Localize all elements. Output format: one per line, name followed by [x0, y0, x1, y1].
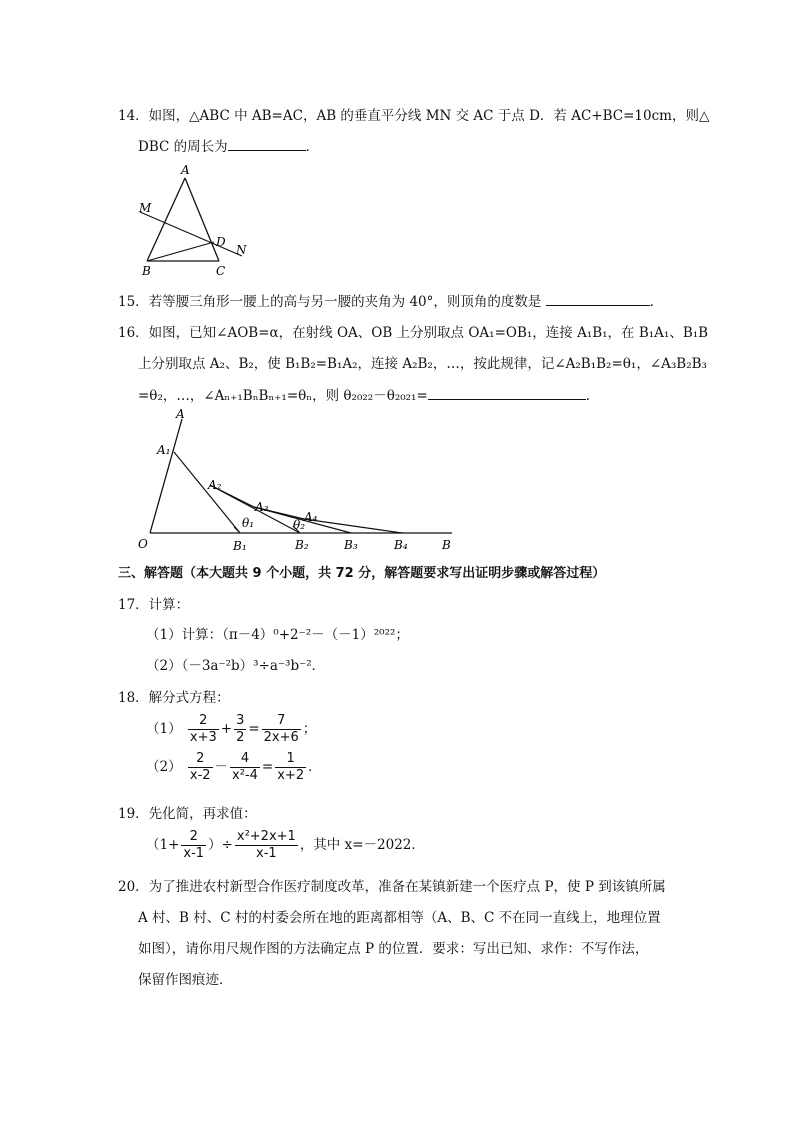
- q16-suffix: ．: [585, 388, 600, 404]
- q19-expression: （1+ $\frac{2}{x-1}$ ）÷ $\frac{\text{x²+2x+1}}{x-1}$ ，其中 x=－2022．: [146, 829, 425, 861]
- q16-label-B: B: [442, 538, 451, 552]
- q15-text: 15．若等腰三角形一腰上的高与另一腰的夹角为 40°，则顶角的度数是: [118, 294, 542, 310]
- q14-label-D: D: [216, 235, 226, 249]
- section-3-heading: 三、解答题（本大题共 9 个小题，共 72 分，解答题要求写出证明步骤或解答过程）: [118, 566, 606, 581]
- q15-answer-blank: [546, 291, 650, 306]
- q18-part1-label: （1）: [146, 721, 182, 737]
- q16-label-O: O: [138, 537, 148, 551]
- fraction: $\frac{\text{x²+2x+1}}{x-1}$: [236, 829, 296, 861]
- q16-label-A2: A₂: [208, 478, 222, 492]
- q14-triangle-figure: [130, 160, 260, 280]
- q16-label-B2: B₂: [295, 538, 309, 552]
- q14-line1: 14．如图，△ABC 中 AB=AC，AB 的垂直平分线 MN 交 AC 于点 D．若 AC+BC=10cm，则△: [118, 108, 710, 124]
- q16-line3: [138, 384, 599, 404]
- fraction: $\frac{2}{x-1}$: [183, 829, 205, 861]
- q15-suffix: ．: [649, 294, 664, 310]
- q16-label-A: A: [176, 407, 185, 421]
- fraction: $\frac{7}{2x+6}$: [263, 713, 299, 745]
- q20-line1: 20．为了推进农村新型合作医疗制度改革，准备在某镇新建一个医疗点 P，使 P 到该镇所属: [118, 879, 666, 895]
- q15-line: [118, 290, 663, 310]
- q16-angle-figure: [130, 405, 470, 555]
- q20-line2: A 村、B 村、C 村的村委会所在地的距离都相等（A、B、C 不在同一直线上，地理位置: [138, 910, 661, 926]
- q18-part2-label: （2）: [146, 759, 182, 775]
- q18-part1: （1） $\frac{2}{x+3}$ + $\frac{3}{2}$ = $\frac{7}{2x+6}$ ；: [146, 713, 317, 745]
- q16-label-A3: A₃: [255, 500, 269, 514]
- q17-part1: （1）计算：（π－4）⁰+2⁻²－（－1）²⁰²²；: [146, 627, 409, 643]
- q19-title: 19．先化简，再求值：: [118, 806, 257, 822]
- q16-label-B1: B₁: [233, 539, 247, 553]
- q14-prefix: DBC 的周长为: [138, 139, 228, 155]
- fraction: $\frac{4}{\text{x²-4}}$: [232, 751, 258, 783]
- fraction: $\frac{1}{x+2}$: [277, 751, 305, 783]
- fraction: $\frac{2}{x-2}$: [189, 751, 211, 783]
- q14-label-N: N: [236, 243, 247, 257]
- q16-label-A1: A₁: [157, 443, 171, 457]
- q18-part2: （2） $\frac{2}{x-2}$ － $\frac{4}{\text{x²-4}}$ = $\frac{1}{x+2}$ ．: [146, 751, 322, 783]
- q14-label-A: A: [181, 163, 190, 177]
- q14-label-C: C: [216, 264, 226, 278]
- q16-line1: 16．如图，已知∠AOB=α，在射线 OA、OB 上分别取点 OA₁=OB₁，连接 A₁B₁，在 B₁A₁、B₁B: [118, 325, 709, 341]
- q16-label-theta2: θ₂: [293, 518, 306, 532]
- q16-label-B3: B₃: [344, 538, 358, 552]
- q16-label-theta1: θ₁: [242, 516, 255, 530]
- q14-label-M: M: [139, 201, 152, 215]
- q14-suffix: ．: [305, 139, 320, 155]
- fraction: $\frac{3}{2}$: [236, 713, 245, 745]
- fraction: $\frac{2}{x+3}$: [189, 713, 217, 745]
- q16-label-B4: B₄: [394, 538, 408, 552]
- q14-line2: [138, 135, 319, 155]
- q17-title: 17．计算：: [118, 597, 190, 613]
- q16-label-A4: A₄: [304, 510, 318, 524]
- q14-answer-blank: [228, 136, 306, 151]
- q16-prefix: =θ₂，…，∠Aₙ₊₁BₙBₙ₊₁=θₙ，则 θ₂₀₂₂－θ₂₀₂₁=: [138, 388, 428, 404]
- q20-line3: 如图），请你用尺规作图的方法确定点 P 的位置．要求：写出已知、求作：不写作法，: [138, 941, 649, 957]
- q18-title: 18．解分式方程：: [118, 690, 230, 706]
- q16-line2: 上分别取点 A₂、B₂，使 B₁B₂=B₁A₂，连接 A₂B₂，…，按此规律，记∠A₂B₁B₂=θ₁，∠A₃B₂B₃: [138, 356, 707, 372]
- q16-answer-blank: [428, 385, 586, 400]
- q17-part2: （2）（－3a⁻²b）³÷a⁻³b⁻²．: [146, 658, 326, 674]
- q14-label-B: B: [142, 264, 151, 278]
- q20-line4: 保留作图痕迹．: [138, 972, 233, 988]
